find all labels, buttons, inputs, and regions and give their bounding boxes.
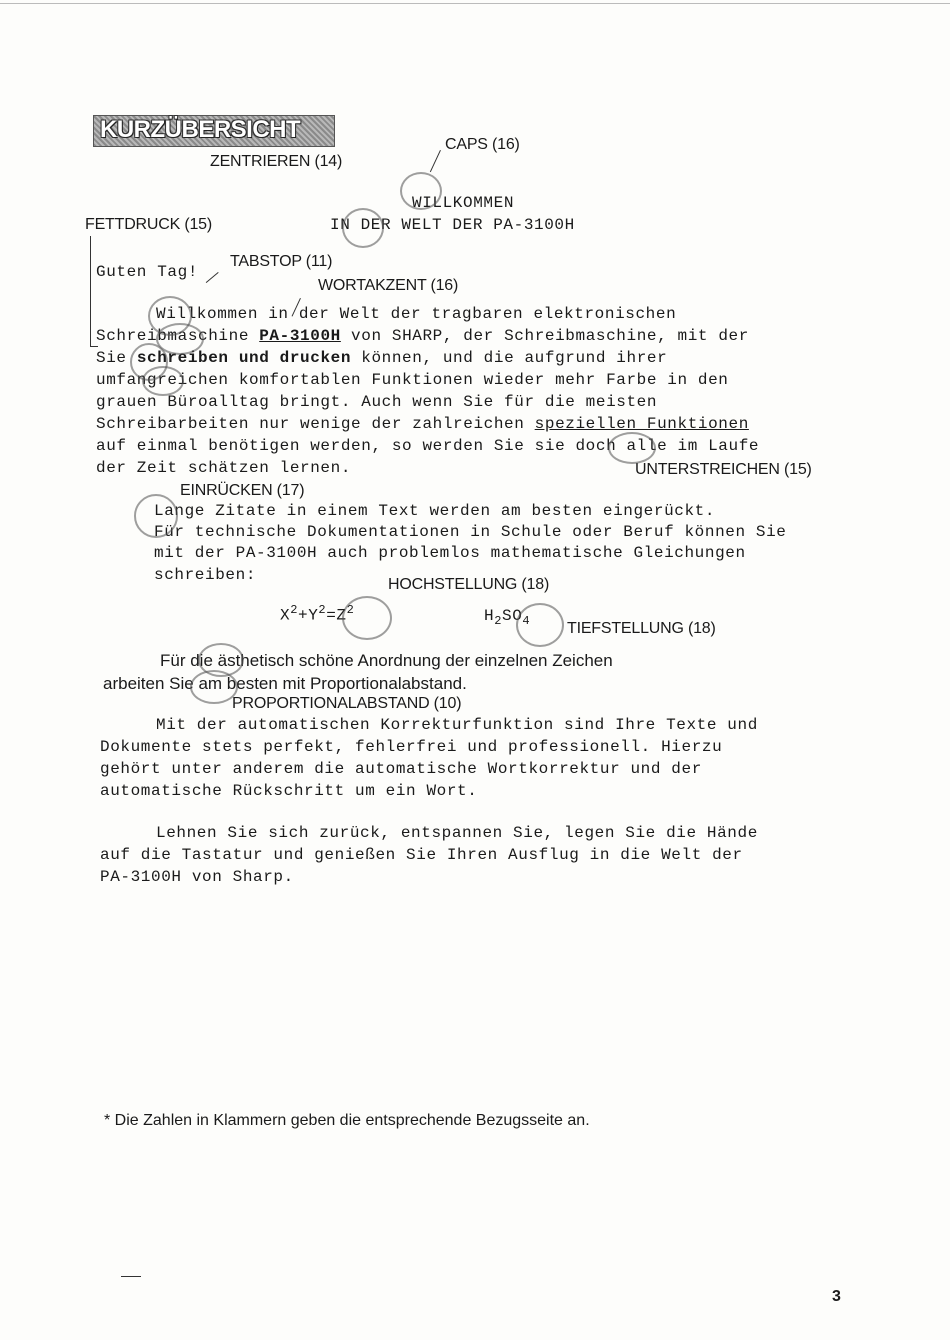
label-unterstreichen: UNTERSTREICHEN (15): [635, 461, 812, 478]
label-proportional: PROPORTIONALABSTAND (10): [232, 695, 462, 712]
p4-line4: automatische Rückschritt um ein Wort.: [100, 782, 478, 800]
formula-subscript: $H_2SO_4$: [484, 607, 531, 629]
p1-line7: auf einmal benötigen werden, so werden Sie sie doch alle im Laufe: [96, 437, 760, 455]
p1-line4: umfangreichen komfortablen Funktionen wieder mehr Farbe in den: [96, 371, 729, 389]
p4-line2: Dokumente stets perfekt, fehlerfrei und professionell. Hierzu: [100, 738, 723, 756]
label-tiefstellung: TIEFSTELLUNG (18): [567, 620, 716, 637]
circle-hoch: [342, 596, 392, 640]
tab-marker-foot: [90, 346, 98, 347]
p1-line1: Willkommen in der Welt der tragbaren elektronischen: [156, 305, 677, 323]
letter-heading-2: IN DER WELT DER PA-3100H: [330, 216, 575, 234]
circle-tief: [516, 603, 564, 647]
p4-line3: gehört unter anderem die automatische Wortkorrektur und der: [100, 760, 702, 778]
pointer-caps: [430, 150, 441, 172]
letter-heading-1: WILLKOMMEN: [412, 194, 515, 212]
p1-line5: grauen Büroalltag bringt. Auch wenn Sie für die meisten: [96, 393, 658, 411]
p5-line3: PA-3100H von Sharp.: [100, 868, 294, 886]
label-zentrieren: ZENTRIEREN (14): [210, 153, 343, 170]
circle-zentrieren: [342, 208, 384, 248]
p1-line3: Sie schreiben und drucken können, und die aufgrund ihrer: [96, 349, 668, 367]
p3-line1: Für die ästhetisch schöne Anordnung der einzelnen Zeichen: [160, 651, 613, 670]
circle-umfang: [142, 366, 184, 396]
p5-line2: auf die Tastatur und genießen Sie Ihren Ausflug in die Welt der: [100, 846, 743, 864]
page-number: 3: [832, 1288, 841, 1305]
label-tabstop: TABSTOP (11): [230, 253, 333, 270]
greeting: Guten Tag!: [96, 263, 199, 281]
p3-line2: arbeiten Sie am besten mit Proportionalabstand.: [103, 674, 467, 693]
top-rule: [0, 3, 950, 4]
formula-superscript: $X^2+Y^2=Z^2$: [280, 603, 355, 625]
label-einruecken: EINRÜCKEN (17): [180, 482, 305, 499]
p1-line2: Schreibmaschine PA-3100H von SHARP, der Schreibmaschine, mit der: [96, 327, 749, 345]
label-wortakzent: WORTAKZENT (16): [318, 277, 459, 294]
p5-line1: Lehnen Sie sich zurück, entspannen Sie, legen Sie die Hände: [156, 824, 758, 842]
circle-einruecken: [134, 494, 178, 538]
p1-line6: Schreibarbeiten nur wenige der zahlreichen speziellen Funktionen: [96, 415, 749, 433]
tab-marker: [90, 236, 91, 346]
p4-line1: Mit der automatischen Korrekturfunktion sind Ihre Texte und: [156, 716, 758, 734]
label-caps: CAPS (16): [445, 136, 520, 153]
footnote: * Die Zahlen in Klammern geben die entsprechende Bezugsseite an.: [104, 1112, 590, 1129]
p2-line1: Lange Zitate in einem Text werden am besten eingerückt.: [154, 502, 716, 520]
circle-caps: [400, 172, 442, 210]
circle-sie: [190, 670, 238, 704]
pointer-tabstop: [206, 272, 219, 283]
page-title: KURZÜBERSICHT: [100, 116, 301, 143]
circle-doch: [608, 432, 656, 464]
p2-line2: Für technische Dokumentationen in Schule oder Beruf können Sie: [154, 523, 787, 541]
p2-line4: schreiben:: [154, 566, 257, 584]
label-fettdruck: FETTDRUCK (15): [85, 216, 212, 233]
bottom-mark: [121, 1276, 141, 1277]
label-hochstellung: HOCHSTELLUNG (18): [388, 576, 550, 593]
p2-line3: mit der PA-3100H auch problemlos mathematische Gleichungen: [154, 544, 746, 562]
p1-line8: der Zeit schätzen lernen.: [96, 459, 352, 477]
